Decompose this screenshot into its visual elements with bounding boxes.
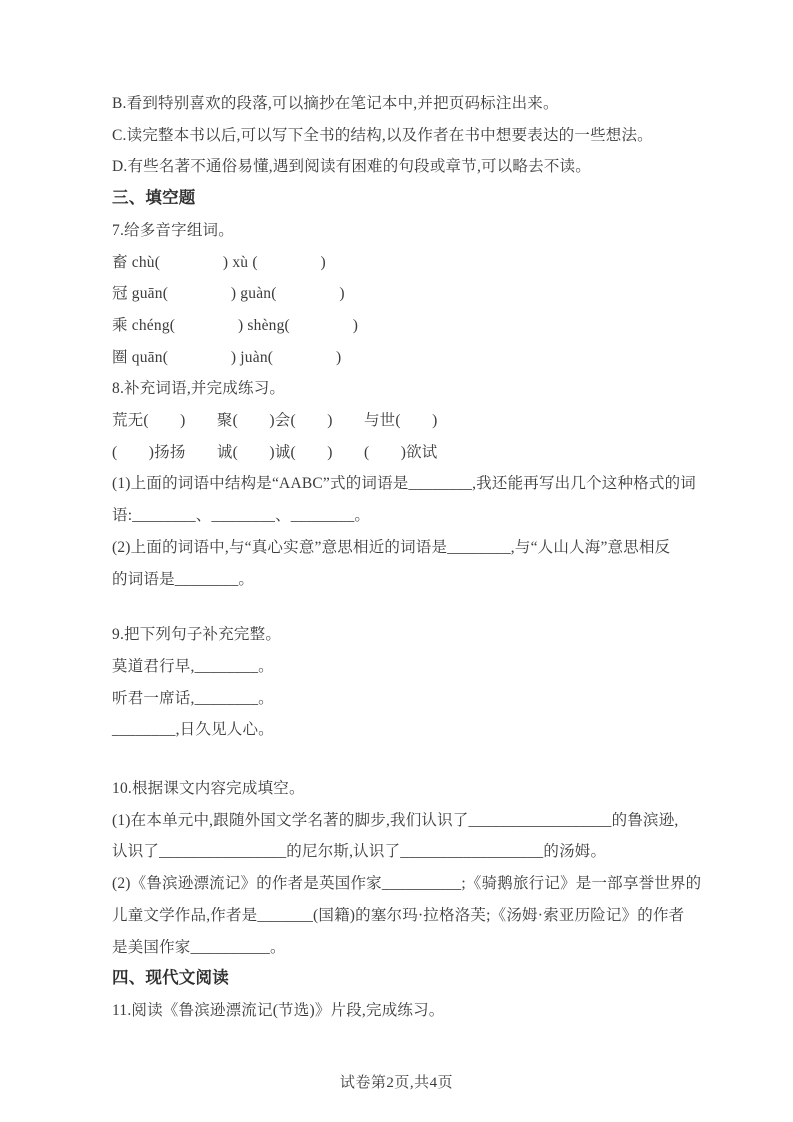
q8-sub2-line-2: 的词语是________。 <box>112 570 255 588</box>
q7-pinyin-row-quan: 圈 quān( ) juàn( ) <box>112 348 342 366</box>
q9-sentence-line-2: 听君一席话,________。 <box>112 689 274 707</box>
choice-option-c: C.读完整本书以后,可以写下全书的结构,以及作者在书中想要表达的一些想法。 <box>112 126 653 144</box>
q10-sub2-line-3: 是美国作家__________。 <box>112 938 286 956</box>
choice-option-b: B.看到特别喜欢的段落,可以摘抄在笔记本中,并把页码标注出来。 <box>112 95 559 112</box>
question-8-stem: 8.补充词语,并完成练习。 <box>112 380 286 398</box>
choice-option-d: D.有些名著不通俗易懂,遇到阅读有困难的句段或章节,可以略去不读。 <box>112 158 591 176</box>
q7-pinyin-row-chu: 畜 chù( ) xù ( ) <box>112 253 326 271</box>
q10-sub2-line-2: 儿童文学作品,作者是_______(国籍)的塞尔玛·拉格洛芙;《汤姆·索亚历险记》的作者 <box>112 906 685 924</box>
q8-sub1-line-1: (1)上面的词语中结构是“AABC”式的词语是________,我还能再写出几个这种格式的词 <box>112 475 696 493</box>
q7-pinyin-row-guan: 冠 guān( ) guàn( ) <box>112 285 345 303</box>
q9-sentence-line-1: 莫道君行早,________。 <box>112 657 274 675</box>
q10-sub1-line-2: 认识了________________的尼尔斯,认识了__________________的汤姆。 <box>112 843 607 861</box>
section-heading-modern-reading: 四、现代文阅读 <box>112 969 229 988</box>
q9-sentence-line-3: ________,日久见人心。 <box>112 721 274 739</box>
q10-sub2-line-1: (2)《鲁滨逊漂流记》的作者是英国作家__________;《骑鹅旅行记》是一部享誉世界的 <box>112 875 702 893</box>
q8-word-line-2: ( )扬扬 诚( )诚( ) ( )欲试 <box>112 443 438 461</box>
exam-content <box>112 88 702 1027</box>
q7-pinyin-row-cheng: 乘 chéng( ) shèng( ) <box>112 316 359 334</box>
question-7-stem: 7.给多音字组词。 <box>112 221 234 239</box>
q8-sub2-line-1: (2)上面的词语中,与“真心实意”意思相近的词语是________,与“人山人海”意思相反 <box>112 538 671 556</box>
question-10-stem: 10.根据课文内容完成填空。 <box>112 780 305 798</box>
q8-word-line-1: 荒无( ) 聚( )会( ) 与世( ) <box>112 412 438 430</box>
question-11-stem: 11.阅读《鲁滨逊漂流记(节选)》片段,完成练习。 <box>112 1001 445 1019</box>
q8-sub1-line-2: 语:________、________、________。 <box>112 507 371 525</box>
section-heading-fill-in-blank: 三、填空题 <box>112 189 196 208</box>
q10-sub1-line-1: (1)在本单元中,跟随外国文学名著的脚步,我们认识了__________________的鲁滨逊, <box>112 811 679 829</box>
page-footer: 试卷第2页,共4页 <box>339 1075 454 1091</box>
question-9-stem: 9.把下列句子补充完整。 <box>112 626 282 644</box>
